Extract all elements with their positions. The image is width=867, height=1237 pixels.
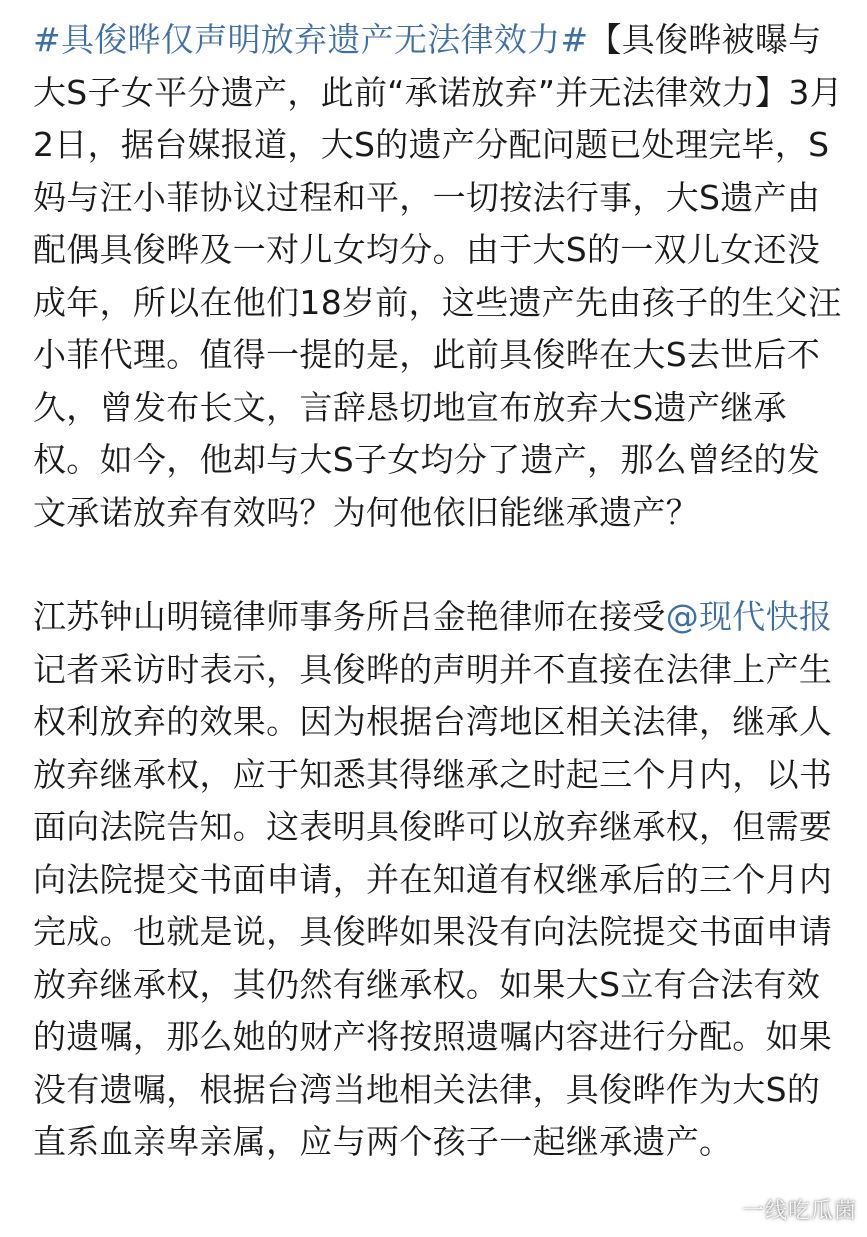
post-paragraph-2 bbox=[33, 591, 843, 1169]
post-content bbox=[33, 14, 843, 1169]
paragraph-1-text: 【具俊晔被曝与大S子女平分遗产，此前“承诺放弃”并无法律效力】3月2日，据台媒报道，大S的遗产分配问题已处理完毕，S妈与汪小菲协议过程和平，一切按法行事，大S遗产由配偶具俊晔及一对儿女均分。由于大S的一双儿女还没成年，所以在他们18岁前，这些遗产先由孩子的生父汪小菲代理。值得一提的是，此前具俊晔在大S去世后不久，曾发布长文，言辞恳切地宣布放弃大S遗产继承权。如今，他却与大S子女均分了遗产，那么曾经的发文承诺放弃有效吗？为何他依旧能继承遗产？ bbox=[33, 20, 843, 532]
paragraph-2-text-before: 江苏钟山明镜律师事务所吕金艳律师在接受 bbox=[33, 597, 666, 636]
post-paragraph-1 bbox=[33, 14, 843, 539]
hashtag-link[interactable]: #具俊晔仅声明放弃遗产无法律效力# bbox=[33, 20, 589, 59]
watermark: 一线吃瓜菌 bbox=[741, 1199, 857, 1224]
mention-link[interactable]: @现代快报 bbox=[665, 597, 833, 636]
paragraph-2-text-after: 记者采访时表示，具俊晔的声明并不直接在法律上产生权利放弃的效果。因为根据台湾地区相关法律，继承人放弃继承权，应于知悉其得继承之时起三个月内，以书面向法院告知。这表明具俊晔可以放弃继承权，但需要向法院提交书面申请，并在知道有权继承后的三个月内完成。也就是说，具俊晔如果没有向法院提交书面申请放弃继承权，其仍然有继承权。如果大S立有合法有效的遗嘱，那么她的财产将按照遗嘱内容进行分配。如果没有遗嘱，根据台湾当地相关法律，具俊晔作为大S的直系血亲卑亲属，应与两个孩子一起继承遗产。 bbox=[33, 649, 833, 1161]
